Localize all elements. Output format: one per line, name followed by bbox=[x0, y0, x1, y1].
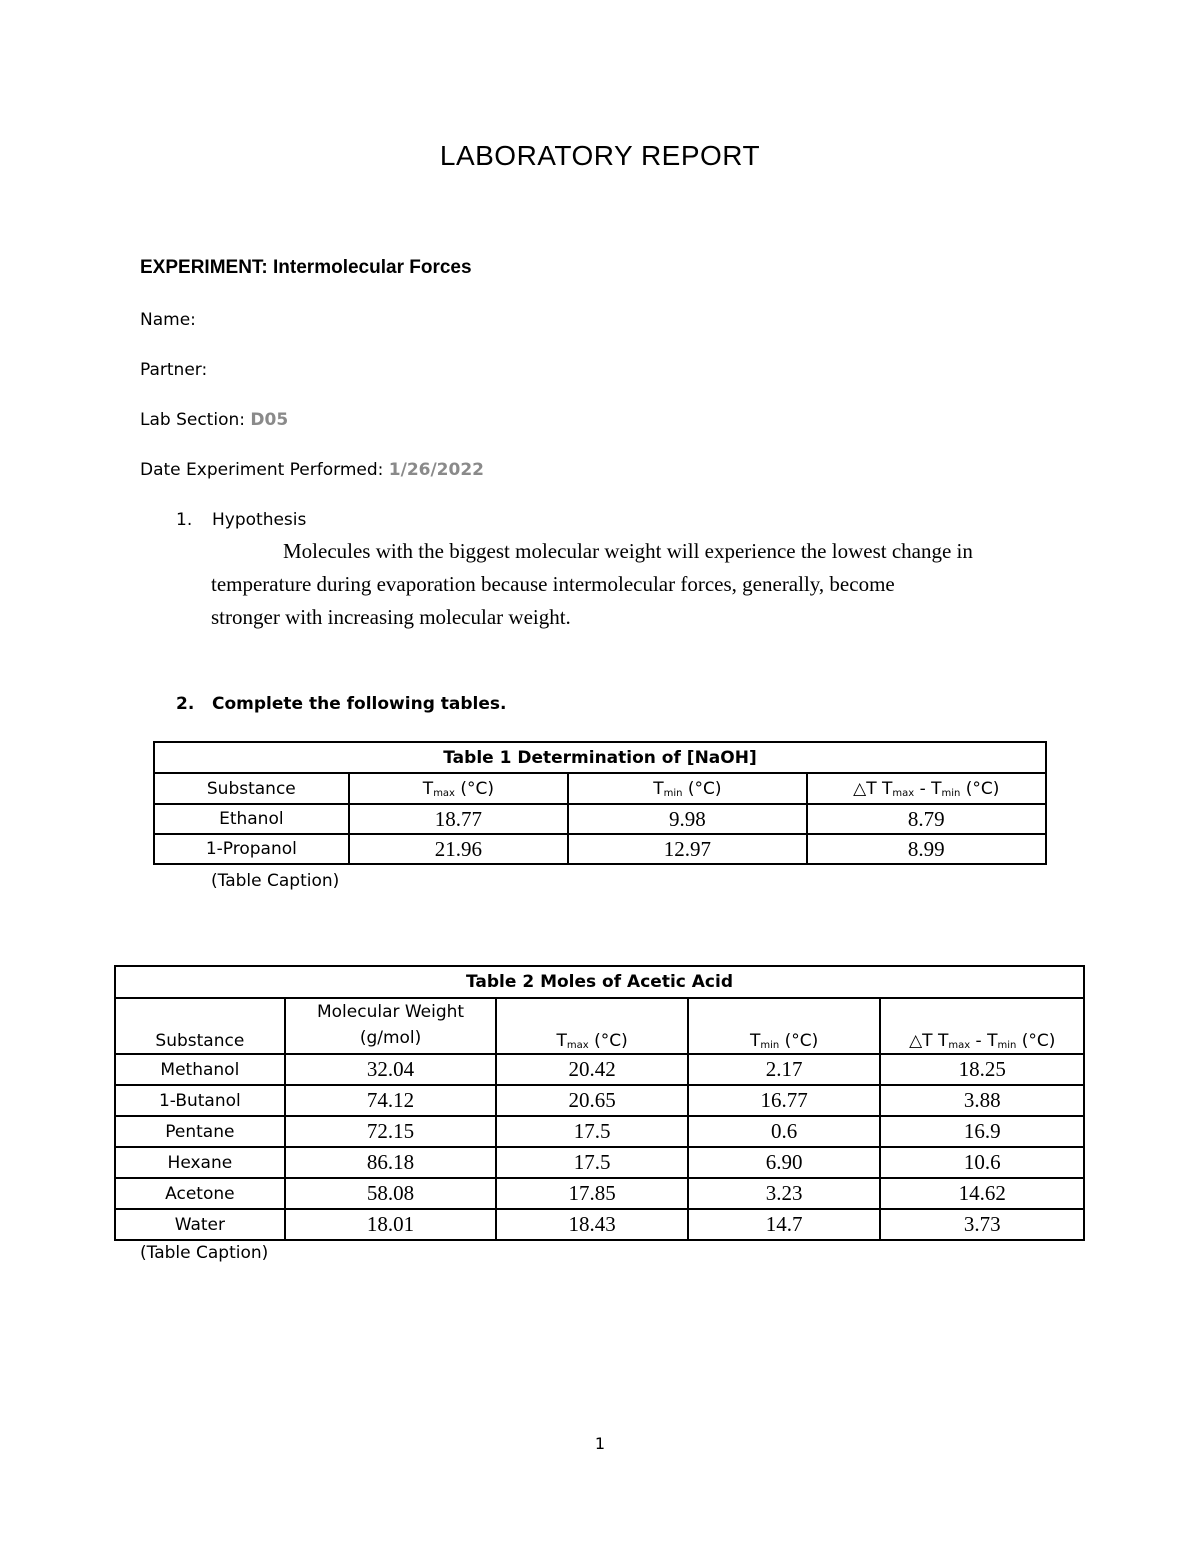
cell-substance: Hexane bbox=[115, 1147, 285, 1178]
cell-substance: 1-Propanol bbox=[154, 834, 349, 864]
page-number: 1 bbox=[594, 1434, 606, 1453]
cell-tmax: 17.5 bbox=[496, 1147, 688, 1178]
cell-tmax: 18.43 bbox=[496, 1209, 688, 1240]
cell-molecular-weight: 74.12 bbox=[285, 1085, 497, 1116]
col-header-tmax: $T_{max}$ (°C) bbox=[496, 998, 688, 1054]
cell-substance: Ethanol bbox=[154, 804, 349, 834]
date-label: Date Experiment Performed: bbox=[140, 460, 384, 480]
tables-heading bbox=[176, 694, 506, 714]
cell-delta-t: 8.99 bbox=[807, 834, 1046, 864]
cell-molecular-weight: 72.15 bbox=[285, 1116, 497, 1147]
cell-tmin: 6.90 bbox=[688, 1147, 881, 1178]
lab-section-label: Lab Section: bbox=[140, 410, 245, 430]
hypothesis-label: Hypothesis bbox=[212, 510, 307, 530]
table-row bbox=[115, 1054, 1084, 1085]
name-field bbox=[140, 310, 196, 330]
cell-delta-t: 14.62 bbox=[880, 1178, 1084, 1209]
cell-delta-t: 16.9 bbox=[880, 1116, 1084, 1147]
cell-molecular-weight: 32.04 bbox=[285, 1054, 497, 1085]
cell-delta-t: 3.88 bbox=[880, 1085, 1084, 1116]
col-header-substance: Substance bbox=[154, 773, 349, 804]
cell-substance: Methanol bbox=[115, 1054, 285, 1085]
col-header-delta-t: △T $T_{max} - T_{min}$ (°C) bbox=[880, 998, 1084, 1054]
hypothesis-number: 1. bbox=[176, 510, 193, 530]
report-title: LABORATORY REPORT bbox=[439, 140, 761, 171]
date-field bbox=[140, 460, 484, 480]
date-value: 1/26/2022 bbox=[388, 460, 484, 480]
cell-delta-t: 10.6 bbox=[880, 1147, 1084, 1178]
name-label: Name: bbox=[140, 310, 196, 330]
table-row bbox=[115, 1178, 1084, 1209]
lab-section-field bbox=[140, 410, 288, 430]
cell-substance: Pentane bbox=[115, 1116, 285, 1147]
cell-tmin: 0.6 bbox=[688, 1116, 881, 1147]
partner-label: Partner: bbox=[140, 360, 208, 380]
table-1-caption: (Table Caption) bbox=[211, 871, 340, 891]
hypothesis-line: stronger with increasing molecular weight. bbox=[211, 605, 571, 629]
table-row bbox=[154, 834, 1046, 864]
cell-tmax: 20.65 bbox=[496, 1085, 688, 1116]
lab-section-value: D05 bbox=[250, 410, 289, 430]
col-header-delta-t: △T $T_{max} - T_{min}$ (°C) bbox=[807, 773, 1046, 804]
cell-tmin: 3.23 bbox=[688, 1178, 881, 1209]
cell-tmin: 9.98 bbox=[568, 804, 806, 834]
table-row bbox=[115, 1209, 1084, 1240]
cell-substance: Acetone bbox=[115, 1178, 285, 1209]
cell-tmin: 14.7 bbox=[688, 1209, 881, 1240]
table-row bbox=[115, 1147, 1084, 1178]
cell-tmax: 20.42 bbox=[496, 1054, 688, 1085]
hypothesis-line: Molecules with the biggest molecular weight will experience the lowest change in bbox=[283, 539, 973, 563]
partner-field bbox=[140, 360, 207, 380]
experiment-label: EXPERIMENT: bbox=[140, 257, 268, 278]
cell-substance: 1-Butanol bbox=[115, 1085, 285, 1116]
col-header-tmin: $T_{min}$ (°C) bbox=[568, 773, 806, 804]
cell-tmin: 12.97 bbox=[568, 834, 806, 864]
cell-molecular-weight: 86.18 bbox=[285, 1147, 497, 1178]
experiment-name: Intermolecular Forces bbox=[273, 257, 472, 278]
cell-molecular-weight: 18.01 bbox=[285, 1209, 497, 1240]
hypothesis-line: temperature during evaporation because intermolecular forces, generally, become bbox=[211, 572, 895, 596]
cell-tmax: 18.77 bbox=[349, 804, 568, 834]
col-header-tmin: $T_{min}$ (°C) bbox=[688, 998, 881, 1054]
table-row bbox=[115, 1116, 1084, 1147]
cell-tmax: 17.85 bbox=[496, 1178, 688, 1209]
table-row bbox=[154, 804, 1046, 834]
cell-tmin: 2.17 bbox=[688, 1054, 881, 1085]
col-header-molecular-weight: Molecular Weight (g/mol) bbox=[285, 998, 497, 1054]
cell-tmin: 16.77 bbox=[688, 1085, 881, 1116]
table-2-caption: (Table Caption) bbox=[140, 1243, 269, 1263]
cell-tmax: 17.5 bbox=[496, 1116, 688, 1147]
table-2-header-row bbox=[115, 998, 1084, 1054]
hypothesis-text bbox=[211, 535, 1091, 634]
tables-number: 2. bbox=[176, 694, 195, 714]
hypothesis-heading bbox=[176, 510, 306, 530]
cell-tmax: 21.96 bbox=[349, 834, 568, 864]
cell-delta-t: 3.73 bbox=[880, 1209, 1084, 1240]
cell-delta-t: 18.25 bbox=[880, 1054, 1084, 1085]
table-1-header-row bbox=[154, 773, 1046, 804]
col-header-substance: Substance bbox=[115, 998, 285, 1054]
cell-molecular-weight: 58.08 bbox=[285, 1178, 497, 1209]
table-2 bbox=[114, 965, 1085, 1241]
table-1-title: Table 1 Determination of [NaOH] bbox=[154, 742, 1046, 773]
experiment-line bbox=[140, 257, 472, 279]
table-row bbox=[115, 1085, 1084, 1116]
table-1 bbox=[153, 741, 1047, 865]
cell-delta-t: 8.79 bbox=[807, 804, 1046, 834]
col-header-tmax: $T_{max}$ (°C) bbox=[349, 773, 568, 804]
table-2-title: Table 2 Moles of Acetic Acid bbox=[115, 966, 1084, 998]
cell-substance: Water bbox=[115, 1209, 285, 1240]
tables-label: Complete the following tables. bbox=[212, 694, 507, 714]
